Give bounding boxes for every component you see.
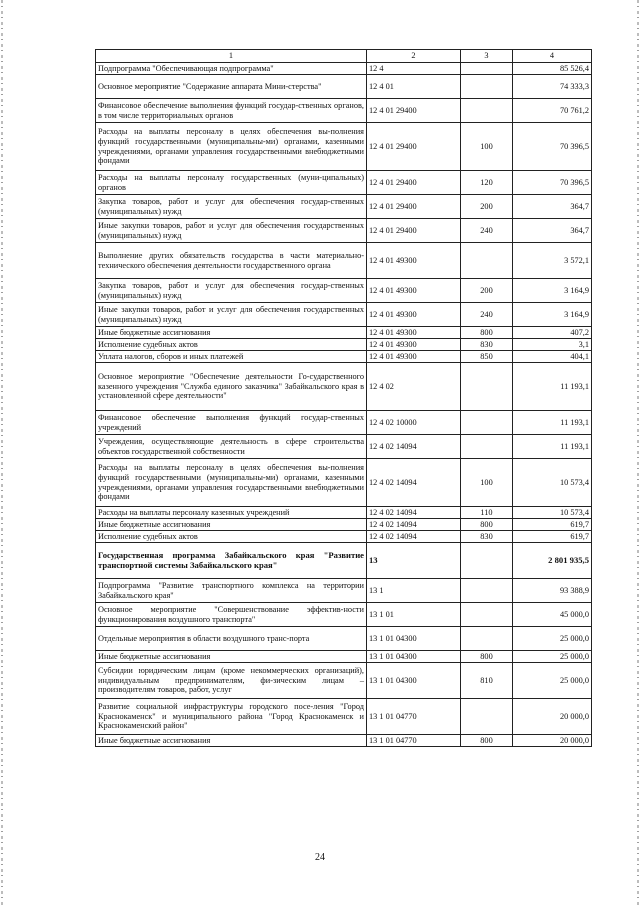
row-name-cell: Выполнение других обязательств государства в части материально-технического обеспечения деятельности государственного органа: [96, 243, 367, 279]
row-amount-cell: 20 000,0: [513, 735, 592, 747]
row-code-cell: 13: [367, 543, 461, 579]
row-name-cell: Иные бюджетные ассигнования: [96, 735, 367, 747]
row-code-cell: 13 1 01 04770: [367, 735, 461, 747]
table-row: [96, 123, 592, 171]
row-expense-type-cell: [461, 435, 513, 459]
row-expense-type-cell: 810: [461, 663, 513, 699]
row-amount-cell: 25 000,0: [513, 663, 592, 699]
table-header-row: [96, 50, 592, 63]
row-expense-type-cell: 100: [461, 123, 513, 171]
budget-table: [95, 49, 592, 747]
row-code-cell: 13 1 01 04770: [367, 699, 461, 735]
row-amount-cell: 3 164,9: [513, 279, 592, 303]
table-row: [96, 663, 592, 699]
row-name-cell: Расходы на выплаты персоналу государственных (муни-ципальных) органов: [96, 171, 367, 195]
row-expense-type-cell: 110: [461, 507, 513, 519]
row-code-cell: 12 4 01 29400: [367, 123, 461, 171]
row-code-cell: 13 1 01: [367, 603, 461, 627]
row-expense-type-cell: [461, 699, 513, 735]
row-expense-type-cell: [461, 411, 513, 435]
table-row: [96, 339, 592, 351]
row-expense-type-cell: 120: [461, 171, 513, 195]
row-name-cell: Иные бюджетные ассигнования: [96, 651, 367, 663]
row-name-cell: Уплата налогов, сборов и иных платежей: [96, 351, 367, 363]
row-amount-cell: 404,1: [513, 351, 592, 363]
row-code-cell: 13 1 01 04300: [367, 651, 461, 663]
table-row: [96, 543, 592, 579]
table-row: [96, 303, 592, 327]
row-amount-cell: 93 388,9: [513, 579, 592, 603]
row-code-cell: 12 4 01 29400: [367, 99, 461, 123]
row-expense-type-cell: 240: [461, 219, 513, 243]
row-name-cell: Финансовое обеспечение выполнения функций государ-ственных органов, в том числе территориальных органов: [96, 99, 367, 123]
row-expense-type-cell: [461, 243, 513, 279]
row-code-cell: 12 4 01 49300: [367, 243, 461, 279]
row-code-cell: 12 4 02 14094: [367, 507, 461, 519]
table-row: [96, 735, 592, 747]
row-name-cell: Иные закупки товаров, работ и услуг для обеспечения государственных (муниципальных) нужд: [96, 219, 367, 243]
row-name-cell: Отдельные мероприятия в области воздушного транс-порта: [96, 627, 367, 651]
row-expense-type-cell: 830: [461, 339, 513, 351]
table-row: [96, 531, 592, 543]
header-cell-name: 1: [96, 50, 367, 63]
row-expense-type-cell: [461, 75, 513, 99]
table-row: [96, 351, 592, 363]
row-name-cell: Основное мероприятие "Содержание аппарата Мини-стерства": [96, 75, 367, 99]
row-name-cell: Расходы на выплаты персоналу в целях обеспечения вы-полнения функций государственными (муниципальны-ми) органами, казенными учреждениями, органами управления государственными внебюджетными фондами: [96, 123, 367, 171]
row-code-cell: 12 4 02 14094: [367, 435, 461, 459]
row-amount-cell: 11 193,1: [513, 411, 592, 435]
row-amount-cell: 70 396,5: [513, 171, 592, 195]
table-row: [96, 603, 592, 627]
row-name-cell: Исполнение судебных актов: [96, 531, 367, 543]
row-amount-cell: 70 761,2: [513, 99, 592, 123]
row-name-cell: Иные закупки товаров, работ и услуг для обеспечения государственных (муниципальных) нужд: [96, 303, 367, 327]
header-cell-code: 2: [367, 50, 461, 63]
row-code-cell: 12 4 02 14094: [367, 459, 461, 507]
row-amount-cell: 74 333,3: [513, 75, 592, 99]
row-name-cell: Исполнение судебных актов: [96, 339, 367, 351]
row-amount-cell: 407,2: [513, 327, 592, 339]
table-row: [96, 243, 592, 279]
row-name-cell: Основное мероприятие "Обеспечение деятельности Го-сударственного казенного учреждения "Служба единого заказчика" Забайкальского края в установленной сфере деятельности": [96, 363, 367, 411]
scan-edge-right: [637, 0, 639, 905]
row-expense-type-cell: 800: [461, 519, 513, 531]
table-row: [96, 363, 592, 411]
table-row: [96, 459, 592, 507]
row-name-cell: Расходы на выплаты персоналу казенных учреждений: [96, 507, 367, 519]
row-expense-type-cell: [461, 627, 513, 651]
row-name-cell: Закупка товаров, работ и услуг для обеспечения государ-ственных (муниципальных) нужд: [96, 195, 367, 219]
row-name-cell: Закупка товаров, работ и услуг для обеспечения государ-ственных (муниципальных) нужд: [96, 279, 367, 303]
header-cell-vr: 3: [461, 50, 513, 63]
row-expense-type-cell: 850: [461, 351, 513, 363]
row-code-cell: 12 4 02: [367, 363, 461, 411]
table-row: [96, 75, 592, 99]
table-row: [96, 435, 592, 459]
row-expense-type-cell: [461, 543, 513, 579]
row-amount-cell: 364,7: [513, 195, 592, 219]
row-expense-type-cell: 830: [461, 531, 513, 543]
row-expense-type-cell: 800: [461, 735, 513, 747]
row-name-cell: Государственная программа Забайкальского края "Развитие транспортной системы Забайкальского края": [96, 543, 367, 579]
row-amount-cell: 10 573,4: [513, 459, 592, 507]
row-expense-type-cell: [461, 363, 513, 411]
row-amount-cell: 25 000,0: [513, 627, 592, 651]
row-code-cell: 12 4 02 10000: [367, 411, 461, 435]
scan-edge-left: [1, 0, 3, 905]
row-amount-cell: 3 164,9: [513, 303, 592, 327]
table-row: [96, 579, 592, 603]
row-code-cell: 12 4 01: [367, 75, 461, 99]
table-row: [96, 651, 592, 663]
row-expense-type-cell: 200: [461, 279, 513, 303]
row-code-cell: 12 4 02 14094: [367, 519, 461, 531]
row-amount-cell: 619,7: [513, 519, 592, 531]
row-code-cell: 12 4 01 49300: [367, 351, 461, 363]
row-code-cell: 12 4 01 29400: [367, 195, 461, 219]
row-expense-type-cell: 800: [461, 651, 513, 663]
row-amount-cell: 25 000,0: [513, 651, 592, 663]
table-row: [96, 519, 592, 531]
row-amount-cell: 11 193,1: [513, 435, 592, 459]
row-code-cell: 12 4 02 14094: [367, 531, 461, 543]
row-code-cell: 12 4 01 49300: [367, 339, 461, 351]
row-expense-type-cell: [461, 63, 513, 75]
row-name-cell: Финансовое обеспечение выполнения функций государ-ственных учреждений: [96, 411, 367, 435]
row-amount-cell: 70 396,5: [513, 123, 592, 171]
table-row: [96, 279, 592, 303]
row-amount-cell: 364,7: [513, 219, 592, 243]
row-amount-cell: 11 193,1: [513, 363, 592, 411]
row-expense-type-cell: 240: [461, 303, 513, 327]
row-expense-type-cell: [461, 99, 513, 123]
table-row: [96, 507, 592, 519]
table-row: [96, 195, 592, 219]
table-row: [96, 219, 592, 243]
row-name-cell: Расходы на выплаты персоналу в целях обеспечения вы-полнения функций государственными (муниципальны-ми) органами, казенными учреждениями, органами управления государственными внебюджетными фондами: [96, 459, 367, 507]
row-name-cell: Иные бюджетные ассигнования: [96, 327, 367, 339]
row-name-cell: Иные бюджетные ассигнования: [96, 519, 367, 531]
table-row: [96, 627, 592, 651]
table-row: [96, 99, 592, 123]
row-code-cell: 13 1 01 04300: [367, 627, 461, 651]
row-name-cell: Субсидии юридическим лицам (кроме некоммерческих организаций), индивидуальным предпринимателям, фи-зическим лицам – производителям товаров, работ, услуг: [96, 663, 367, 699]
row-code-cell: 12 4 01 29400: [367, 171, 461, 195]
row-name-cell: Подпрограмма "Обеспечивающая подпрограмма": [96, 63, 367, 75]
row-name-cell: Подпрограмма "Развитие транспортного комплекса на территории Забайкальского края": [96, 579, 367, 603]
row-code-cell: 12 4 01 49300: [367, 327, 461, 339]
row-name-cell: Учреждения, осуществляющие деятельность в сфере строительства объектов государственной собственности: [96, 435, 367, 459]
row-expense-type-cell: [461, 579, 513, 603]
row-amount-cell: 3 572,1: [513, 243, 592, 279]
row-expense-type-cell: 200: [461, 195, 513, 219]
header-cell-amount: 4: [513, 50, 592, 63]
row-code-cell: 12 4: [367, 63, 461, 75]
row-amount-cell: 45 000,0: [513, 603, 592, 627]
row-expense-type-cell: 800: [461, 327, 513, 339]
row-amount-cell: 85 526,4: [513, 63, 592, 75]
row-amount-cell: 20 000,0: [513, 699, 592, 735]
row-amount-cell: 2 801 935,5: [513, 543, 592, 579]
page-number: 24: [315, 852, 325, 863]
table-row: [96, 699, 592, 735]
row-expense-type-cell: 100: [461, 459, 513, 507]
row-code-cell: 12 4 01 49300: [367, 303, 461, 327]
row-code-cell: 12 4 01 29400: [367, 219, 461, 243]
budget-table-body: [96, 50, 592, 747]
row-name-cell: Развитие социальной инфраструктуры городского посе-ления "Город Краснокаменск" и муниципального района "Город Краснокаменск и Краснокаменский район": [96, 699, 367, 735]
table-row: [96, 327, 592, 339]
table-row: [96, 411, 592, 435]
row-amount-cell: 3,1: [513, 339, 592, 351]
row-code-cell: 13 1 01 04300: [367, 663, 461, 699]
table-row: [96, 171, 592, 195]
row-expense-type-cell: [461, 603, 513, 627]
row-amount-cell: 10 573,4: [513, 507, 592, 519]
row-amount-cell: 619,7: [513, 531, 592, 543]
row-code-cell: 13 1: [367, 579, 461, 603]
table-row: [96, 63, 592, 75]
row-code-cell: 12 4 01 49300: [367, 279, 461, 303]
row-name-cell: Основное мероприятие "Совершенствование эффектив-ности функционирования воздушного транспорта": [96, 603, 367, 627]
